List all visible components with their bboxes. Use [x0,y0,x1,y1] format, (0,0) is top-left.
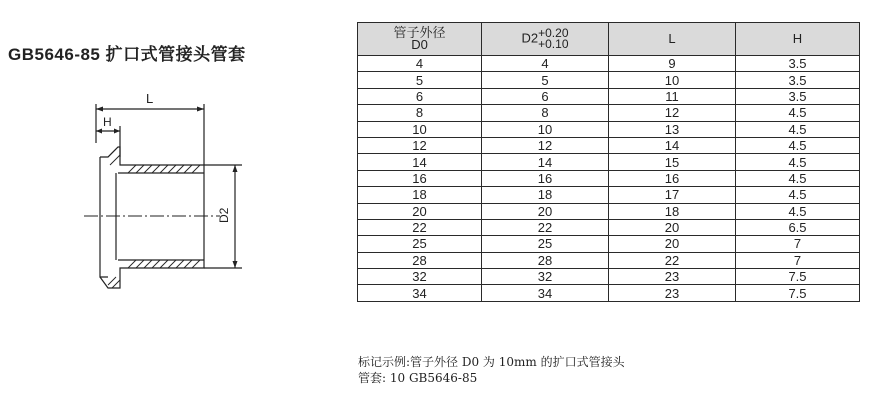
cell-h: 3.5 [736,72,860,88]
cell-l: 20 [609,236,736,252]
table-row [358,137,860,153]
cell-d0: 25 [358,236,482,252]
marking-example [358,354,625,386]
table-row [358,236,860,252]
cell-d2: 6 [482,88,609,104]
cell-d0: 6 [358,88,482,104]
table-row [358,285,860,301]
cell-h: 7.5 [736,269,860,285]
table-row [358,121,860,137]
cell-d0: 20 [358,203,482,219]
table-row [358,170,860,186]
cell-h: 3.5 [736,56,860,72]
h-label: H [103,115,112,129]
table-row [358,88,860,104]
cell-h: 4.5 [736,121,860,137]
cell-l: 23 [609,285,736,301]
cell-l: 18 [609,203,736,219]
table-row [358,56,860,72]
header-d0 [358,23,482,56]
d2-label: D2 [217,207,231,223]
cell-d0: 5 [358,72,482,88]
cell-d2: 28 [482,252,609,268]
table-row [358,187,860,203]
cell-h: 7.5 [736,285,860,301]
header-d2-tol-lower: +0.10 [538,37,569,51]
cell-d0: 8 [358,105,482,121]
cell-l: 12 [609,105,736,121]
cell-h: 4.5 [736,137,860,153]
section-hatching [108,149,200,288]
l-label: L [146,91,154,106]
table-row [358,252,860,268]
cell-d0: 34 [358,285,482,301]
table-row [358,219,860,235]
cell-d2: 4 [482,56,609,72]
table-row [358,105,860,121]
size-table [357,22,860,302]
cell-l: 10 [609,72,736,88]
header-d2-tol-upper: +0.20 [538,26,569,40]
cell-l: 17 [609,187,736,203]
cell-d2: 14 [482,154,609,170]
cell-l: 13 [609,121,736,137]
cell-l: 20 [609,219,736,235]
cell-l: 23 [609,269,736,285]
cell-d2: 16 [482,170,609,186]
arrowheads [96,107,238,269]
table-row [358,72,860,88]
cell-d2: 22 [482,219,609,235]
header-d2 [482,23,609,56]
cell-d0: 10 [358,121,482,137]
cell-d0: 32 [358,269,482,285]
cell-l: 15 [609,154,736,170]
cell-d2: 25 [482,236,609,252]
cell-l: 9 [609,56,736,72]
table-row [358,154,860,170]
table-header-row [358,23,860,56]
cell-d2: 20 [482,203,609,219]
cell-d2: 8 [482,105,609,121]
cell-l: 16 [609,170,736,186]
cell-d0: 18 [358,187,482,203]
cell-h: 6.5 [736,219,860,235]
cell-h: 4.5 [736,187,860,203]
cell-d0: 14 [358,154,482,170]
cell-d0: 16 [358,170,482,186]
cell-h: 4.5 [736,203,860,219]
cell-d2: 18 [482,187,609,203]
header-d2-main: D2 [521,30,539,46]
cell-d0: 22 [358,219,482,235]
cell-h: 7 [736,236,860,252]
cell-h: 7 [736,252,860,268]
header-l: L [609,23,736,56]
marking-example-line2: 管套: 10 GB5646-85 [358,371,478,385]
cell-h: 4.5 [736,105,860,121]
table-row [358,203,860,219]
cell-l: 22 [609,252,736,268]
cell-h: 4.5 [736,170,860,186]
header-d0-line1: 管子外径 [393,25,446,40]
header-d2-tolerance [538,28,568,50]
page-title: GB5646-85 扩口式管接头管套 [8,45,246,64]
cell-d2: 34 [482,285,609,301]
header-h: H [736,23,860,56]
cell-h: 4.5 [736,154,860,170]
marking-example-line1: 标记示例:管子外径 D0 为 10mm 的扩口式管接头 [358,355,625,369]
cell-l: 11 [609,88,736,104]
table-row [358,269,860,285]
cell-d2: 5 [482,72,609,88]
cell-d2: 32 [482,269,609,285]
fitting-drawing [70,85,310,300]
cell-l: 14 [609,137,736,153]
cell-h: 3.5 [736,88,860,104]
header-d0-line2: D0 [411,37,428,52]
body-outline-left [100,157,108,277]
cell-d0: 4 [358,56,482,72]
cell-d0: 28 [358,252,482,268]
cell-d2: 10 [482,121,609,137]
cell-d0: 12 [358,137,482,153]
cell-d2: 12 [482,137,609,153]
